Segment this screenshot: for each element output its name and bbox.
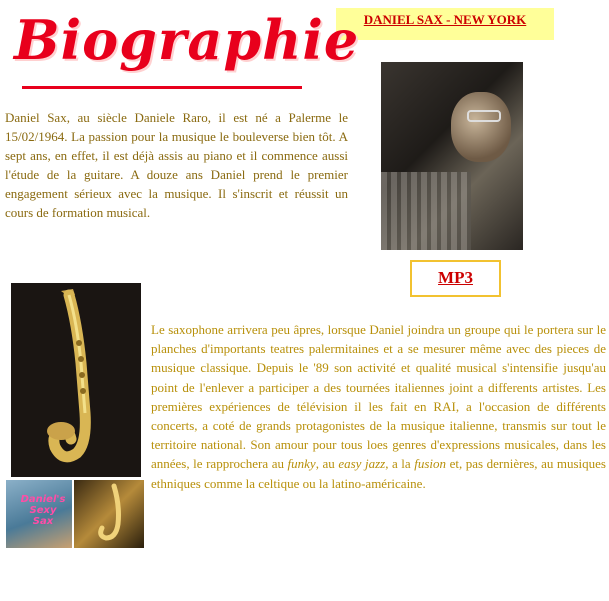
cd-cover-saxophone bbox=[74, 480, 144, 548]
daniel-sax-new-york-link[interactable]: DANIEL SAX - NEW YORK bbox=[363, 12, 527, 27]
saxophone-icon bbox=[11, 283, 141, 477]
bio-paragraph-2-text-a: Le saxophone arrivera peu âpres, lorsque Daniel joindra un groupe qui le portera sur le planches d'importants teatres palermitaines et a se mesurer même avec des pieces de musique classique. Depuis le '89 son activité et qualité musical s'intensifie jusqu'au point de l'enlever a participer a des tournées italiennes joint a differents artistes. Les premières expériences de télévision il les fait en RAI, a l'occasion de différents concerts, a coté de grands protagonistes de la musique italienne, transmis sur tout le territoire national. Son amour pour tous loes genres d'expressions musicales, dans les années, le rapprochera au bbox=[151, 322, 606, 472]
bio-paragraph-1: Daniel Sax, au siècle Daniele Raro, il est né a Palerme le 15/02/1964. La passion pour la musique le bouleverse bien tôt. A sept ans, en effet, il est déjà assis au piano et il commence aussi l'étude de la guitare. A douze ans Daniel prend le premier engagement sérieux avec la musique. Il s'inscrit et réussit un cours de formation musical. bbox=[5, 110, 348, 220]
page-title: Biographie bbox=[14, 8, 360, 72]
top-link-box bbox=[336, 8, 554, 40]
photo-city-background bbox=[381, 172, 471, 250]
photo-glasses bbox=[467, 110, 501, 122]
saxophone-image bbox=[11, 283, 141, 477]
separator-2: , a la bbox=[385, 456, 415, 472]
genre-easy-jazz: easy jazz bbox=[338, 456, 386, 472]
mp3-box bbox=[410, 260, 501, 297]
separator-1: , au bbox=[315, 456, 339, 472]
portrait-photo bbox=[381, 62, 523, 250]
genre-funky: funky bbox=[287, 456, 316, 472]
genre-fusion: fusion bbox=[414, 456, 447, 472]
title-underline bbox=[22, 86, 302, 89]
cd-cover-sexy-sax bbox=[6, 480, 72, 548]
bio-paragraph-2-text-b: et, pas dernières, au musiques ethniques comme la celtique ou la latino-américaine. bbox=[151, 456, 606, 491]
saxophone-cover-icon bbox=[74, 480, 144, 548]
mp3-link[interactable]: MP3 bbox=[438, 268, 473, 287]
bio-paragraph-2 bbox=[151, 320, 606, 493]
cd-cover-title: Daniel's Sexy Sax bbox=[20, 494, 66, 527]
photo-face bbox=[451, 92, 511, 162]
